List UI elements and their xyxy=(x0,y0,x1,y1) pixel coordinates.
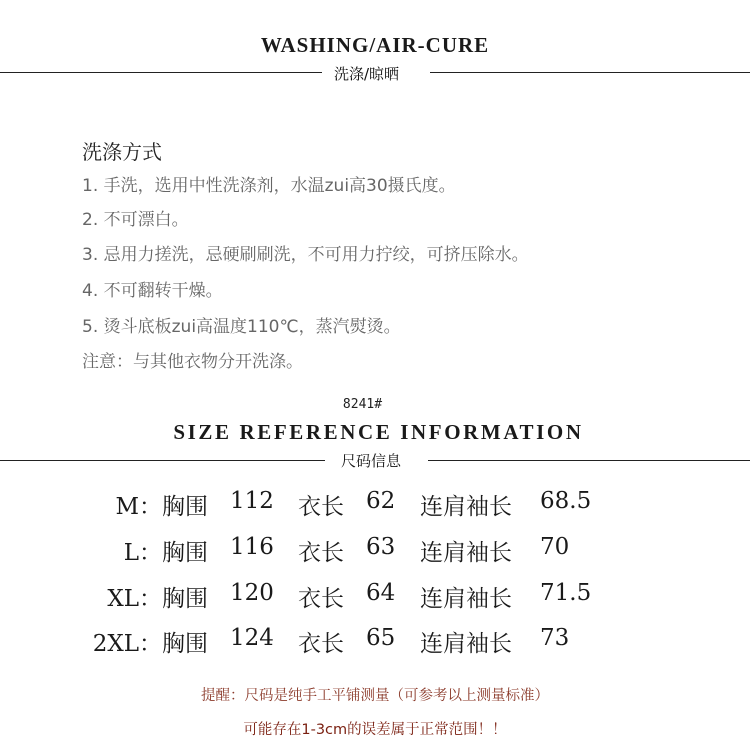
sleeve-value: 73 xyxy=(540,625,570,651)
washing-method-heading: 洗涤方式 xyxy=(82,140,162,164)
size-row xyxy=(0,534,750,568)
sleeve-label: 连肩袖长 xyxy=(420,586,512,612)
size-label: XL： xyxy=(107,586,162,612)
chest-value: 120 xyxy=(230,580,274,606)
length-label: 衣长 xyxy=(298,631,344,657)
sleeve-label: 连肩袖长 xyxy=(420,631,512,657)
sleeve-label: 连肩袖长 xyxy=(420,540,512,566)
error-range-tip: 可能存在1-3cm的误差属于正常范围！！ xyxy=(243,722,507,738)
length-label: 衣长 xyxy=(298,586,344,612)
sleeve-value: 71.5 xyxy=(540,580,592,606)
style-code: 8241# xyxy=(342,397,383,412)
chest-value: 124 xyxy=(230,625,274,651)
size-label: 2XL： xyxy=(92,631,162,657)
size-subtitle: 尺码信息 xyxy=(341,452,402,470)
washing-item: 2. 不可漂白。 xyxy=(82,210,189,230)
washing-item: 3. 忌用力搓洗，忌硬刷刷洗，不可用力拧绞，可挤压除水。 xyxy=(82,245,529,265)
size-label: M： xyxy=(115,494,162,520)
chest-label: 胸围 xyxy=(162,540,208,566)
length-value: 64 xyxy=(366,580,396,606)
size-row xyxy=(0,625,750,659)
washing-divider-right xyxy=(430,72,750,73)
chest-label: 胸围 xyxy=(162,494,208,520)
size-row xyxy=(0,580,750,614)
length-value: 63 xyxy=(366,534,396,560)
size-divider-left xyxy=(0,460,325,461)
washing-item: 4. 不可翻转干燥。 xyxy=(82,281,223,301)
length-label: 衣长 xyxy=(298,494,344,520)
size-row xyxy=(0,488,750,522)
sleeve-value: 68.5 xyxy=(540,488,592,514)
chest-label: 胸围 xyxy=(162,586,208,612)
chest-label: 胸围 xyxy=(162,631,208,657)
length-label: 衣长 xyxy=(298,540,344,566)
washing-note: 注意：与其他衣物分开洗涤。 xyxy=(82,352,303,372)
measurement-tip: 提醒：尺码是纯手工平铺测量（可参考以上测量标准） xyxy=(201,688,549,704)
sleeve-value: 70 xyxy=(540,534,570,560)
washing-divider-left xyxy=(0,72,322,73)
washing-subtitle: 洗涤/晾晒 xyxy=(334,65,400,83)
washing-title: WASHING/AIR-CURE xyxy=(260,33,490,57)
size-title: SIZE REFERENCE INFORMATION xyxy=(173,420,584,444)
washing-item: 5. 烫斗底板zui高温度110℃，蒸汽熨烫。 xyxy=(82,317,401,337)
sleeve-label: 连肩袖长 xyxy=(420,494,512,520)
length-value: 62 xyxy=(366,488,396,514)
length-value: 65 xyxy=(366,625,396,651)
washing-item: 1. 手洗，选用中性洗涤剂，水温zui高30摄氏度。 xyxy=(82,176,456,196)
chest-value: 112 xyxy=(230,488,274,514)
size-divider-right xyxy=(428,460,750,461)
size-label: L： xyxy=(123,540,162,566)
chest-value: 116 xyxy=(230,534,274,560)
